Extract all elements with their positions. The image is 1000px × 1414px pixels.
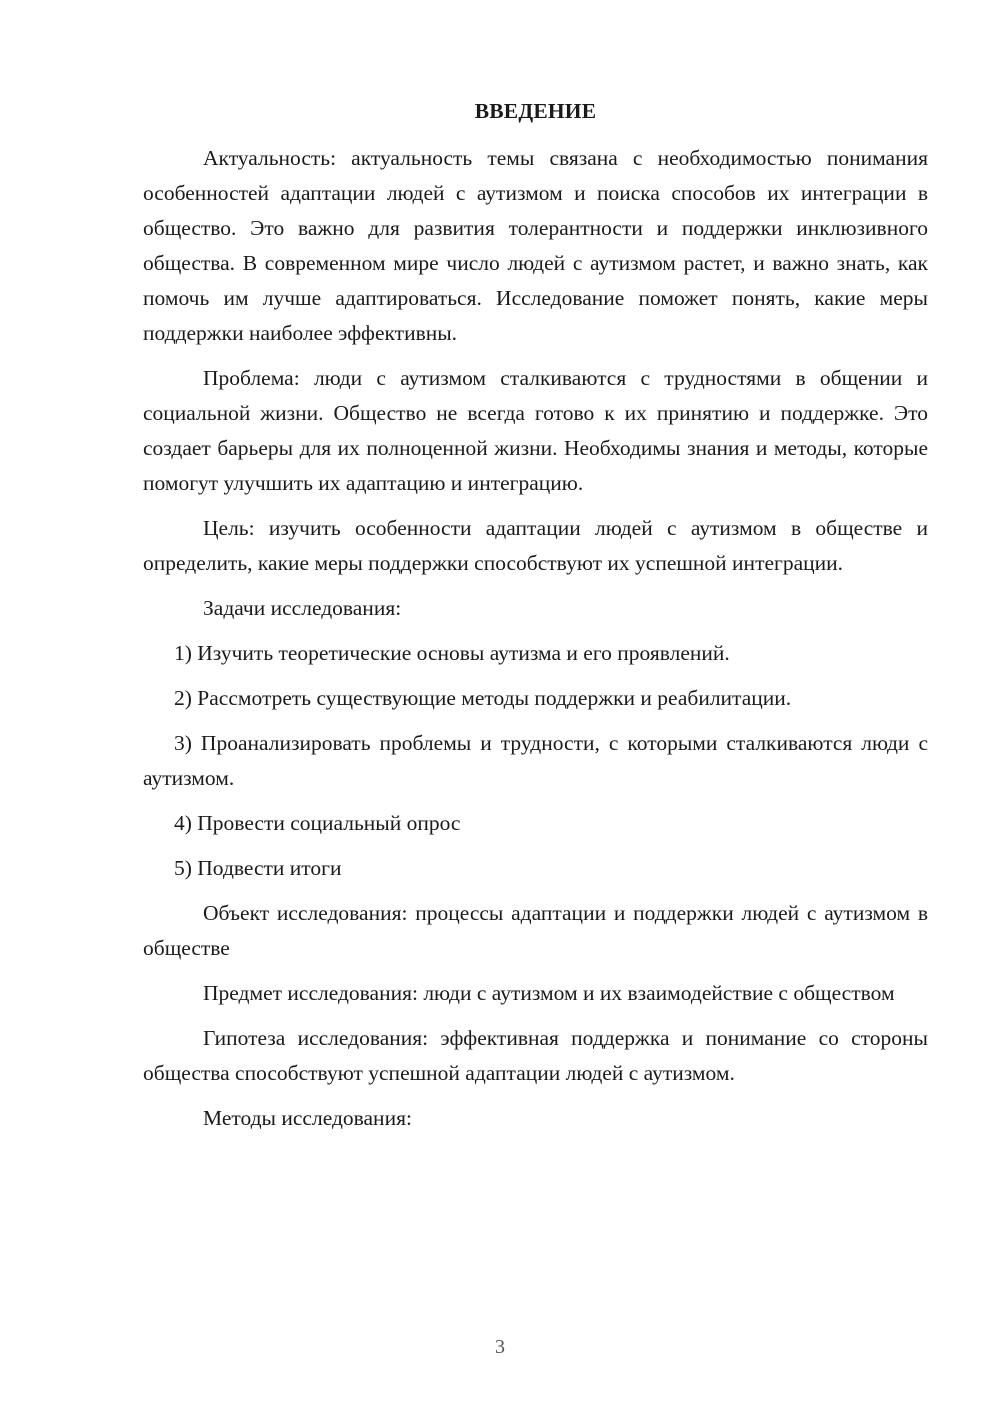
tasks-heading: Задачи исследования: (203, 596, 402, 620)
paragraph-goal: Цель: изучить особенности адаптации людей с аутизмом в обществе и определить, какие меры поддержки способствуют их успешной интеграции. (143, 516, 928, 575)
paragraph-problem: Проблема: люди с аутизмом сталкиваются с трудностями в общении и социальной жизни. Общество не всегда готово к их принятию и поддержке. Это создает барьеры для их полноценной жизни. Необходимы знания и методы, которые помогут улучшить их адаптацию и интеграцию. (143, 366, 928, 495)
paragraph-relevance: Актуальность: актуальность темы связана с необходимостью понимания особенностей адаптации людей с аутизмом и поиска способов их интеграции в общество. Это важно для развития толерантности и поддержки инклюзивного общества. В современном мире число людей с аутизмом растет, и важно знать, как помочь им лучше адаптироваться. Исследование поможет понять, какие меры поддержки наиболее эффективны. (143, 146, 928, 345)
task-item-5: 5) Подвести итоги (174, 856, 342, 880)
task-item-2: 2) Рассмотреть существующие методы поддержки и реабилитации. (174, 686, 792, 710)
document-page (143, 94, 928, 1146)
task-item-4: 4) Провести социальный опрос (174, 811, 461, 835)
task-item-3: 3) Проанализировать проблемы и трудности, с которыми сталкиваются люди с аутизмом. (143, 731, 928, 790)
paragraph-object: Объект исследования: процессы адаптации и поддержки людей с аутизмом в обществе (143, 901, 928, 960)
task-item-1: 1) Изучить теоретические основы аутизма и его проявлений. (174, 641, 730, 665)
paragraph-subject: Предмет исследования: люди с аутизмом и их взаимодействие с обществом (203, 981, 895, 1005)
methods-heading: Методы исследования: (203, 1106, 412, 1130)
section-title: ВВЕДЕНИЕ (474, 99, 597, 123)
paragraph-hypothesis: Гипотеза исследования: эффективная поддержка и понимание со стороны общества способствуют успешной адаптации людей с аутизмом. (143, 1026, 928, 1085)
page-number: 3 (495, 1336, 505, 1358)
